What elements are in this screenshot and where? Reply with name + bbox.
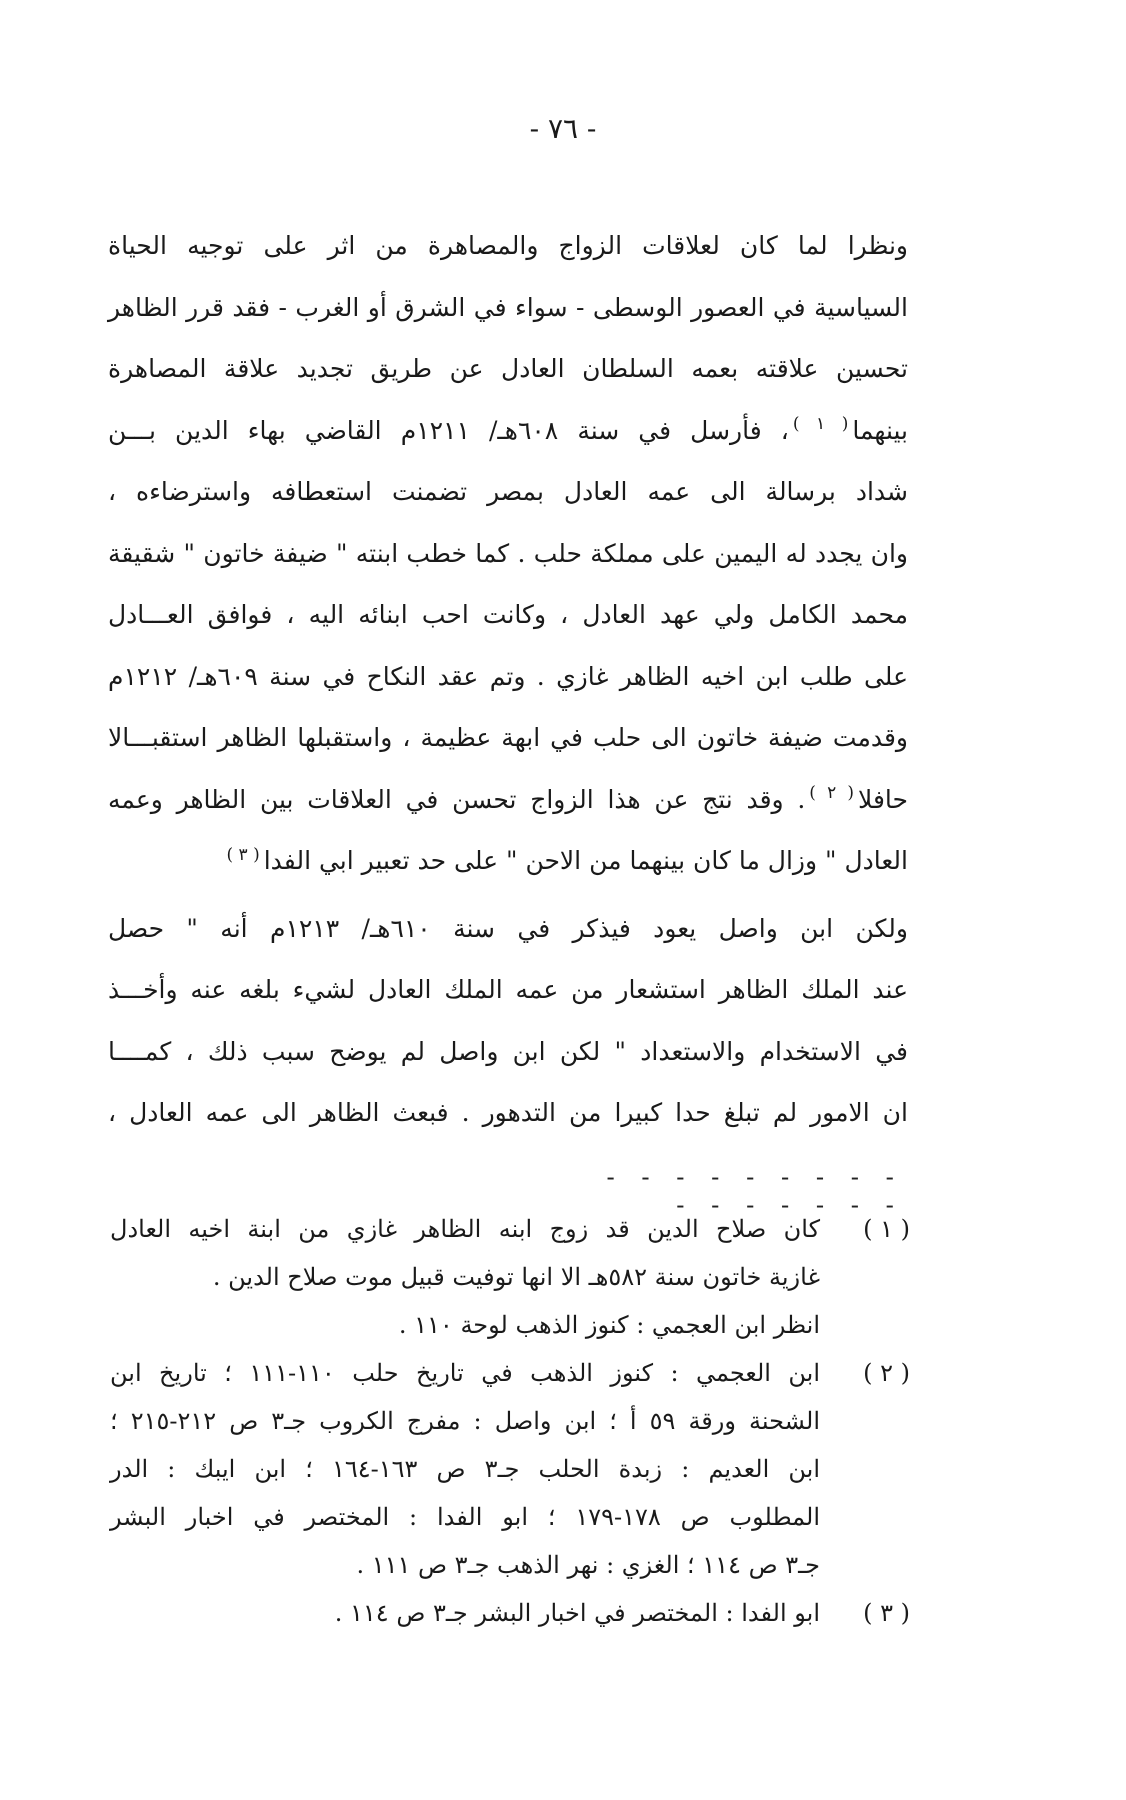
footnote-ref-3: ( ٣ ) xyxy=(226,844,260,865)
footnote-ref-2: ( ٢ ) xyxy=(809,783,855,804)
footnotes xyxy=(110,1205,910,1637)
footnote-number: ( ١ ) xyxy=(863,1215,910,1243)
body-line-start: العادل " وزال ما كان بينهما من الاحن " على حد تعبير ابي الفدا xyxy=(263,846,908,875)
body-line: عند الملك الظاهر استشعار من عمه الملك العادل لشيء بلغه عنه وأخـــذ xyxy=(108,975,908,1004)
footnote-number: ( ٢ ) xyxy=(863,1359,910,1387)
footnote-3 xyxy=(110,1589,910,1637)
body-line-rest: . وقد نتج عن هذا الزواج تحسن في العلاقات بين الظاهر وعمه xyxy=(108,784,806,814)
footnote-line: الشحنة ورقة ٥٩ أ ؛ ابن واصل : مفرج الكروب جـ٣ ص ٢١٢-٢١٥ ؛ xyxy=(110,1407,820,1435)
footnote-ref-1: ( ١ ) xyxy=(792,414,849,435)
body-text xyxy=(108,215,908,1144)
footnote-line: غازية خاتون سنة ٥٨٢هـ الا انها توفيت قبيل موت صلاح الدين . xyxy=(212,1263,820,1291)
footnote-separator: - - - - - - - - - - - - - - - - xyxy=(603,1163,900,1219)
body-line: في الاستخدام والاستعداد " لكن ابن واصل لم يوضح سبب ذلك ، كمــــا xyxy=(108,1036,908,1066)
body-line: ان الامور لم تبلغ حدا كبيرا من التدهور . فبعث الظاهر الى عمه العادل ، xyxy=(108,1098,908,1127)
body-line-with-ref-2 xyxy=(108,769,908,831)
body-line-start: حافلا xyxy=(858,784,908,814)
footnote-line: ابن العديم : زبدة الحلب جـ٣ ص ١٦٣-١٦٤ ؛ ابن ايبك : الدر xyxy=(110,1455,820,1483)
body-line-start: بينهما xyxy=(852,415,908,445)
footnote-1 xyxy=(110,1205,910,1349)
footnote-line: جـ٣ ص ١١٤ ؛ الغزي : نهر الذهب جـ٣ ص ١١١ . xyxy=(356,1551,820,1579)
body-line-rest: ، فأرسل في سنة ٦٠٨هـ/ ١٢١١م القاضي بهاء الدين بـــن xyxy=(108,415,789,445)
footnote-line: المطلوب ص ١٧٨-١٧٩ ؛ ابو الفدا : المختصر في اخبار البشر xyxy=(110,1503,820,1531)
body-line: وقدمت ضيفة خاتون الى حلب في ابهة عظيمة ، واستقبلها الظاهر استقبـــالا xyxy=(108,723,908,752)
body-line-with-ref-1 xyxy=(108,400,908,462)
body-line: ونظرا لما كان لعلاقات الزواج والمصاهرة من اثر على توجيه الحياة xyxy=(108,231,908,260)
footnote-line: كان صلاح الدين قد زوج ابنه الظاهر غازي من ابنة اخيه العادل xyxy=(110,1215,820,1243)
footnote-2 xyxy=(110,1349,910,1589)
footnote-line: ابن العجمي : كنوز الذهب في تاريخ حلب ١١٠-١١١ ؛ تاريخ ابن xyxy=(110,1359,821,1387)
body-line: شداد برسالة الى عمه العادل بمصر تضمنت استعطافه واسترضاءه ، xyxy=(108,477,908,506)
body-line: ولكن ابن واصل يعود فيذكر في سنة ٦١٠هـ/ ١٢١٣م أنه " حصل xyxy=(108,913,908,943)
body-line: السياسية في العصور الوسطى - سواء في الشرق أو الغرب - فقد قرر الظاهر xyxy=(108,292,908,322)
body-line: على طلب ابن اخيه الظاهر غازي . وتم عقد النكاح في سنة ٦٠٩هـ/ ١٢١٢م xyxy=(108,661,908,691)
page-number: - ٧٦ - xyxy=(529,112,597,145)
footnote-line: انظر ابن العجمي : كنوز الذهب لوحة ١١٠ . xyxy=(398,1311,820,1339)
body-line-with-ref-3 xyxy=(108,830,908,892)
body-line: محمد الكامل ولي عهد العادل ، وكانت احب ابنائه اليه ، فوافق العـــادل xyxy=(108,600,908,629)
footnote-number: ( ٣ ) xyxy=(863,1599,910,1627)
body-line: وان يجدد له اليمين على مملكة حلب . كما خطب ابنته " ضيفة خاتون " شقيقة xyxy=(108,538,908,568)
body-line: تحسين علاقته بعمه السلطان العادل عن طريق تجديد علاقة المصاهرة xyxy=(108,354,908,383)
footnote-line: ابو الفدا : المختصر في اخبار البشر جـ٣ ص ١١٤ . xyxy=(334,1599,820,1627)
